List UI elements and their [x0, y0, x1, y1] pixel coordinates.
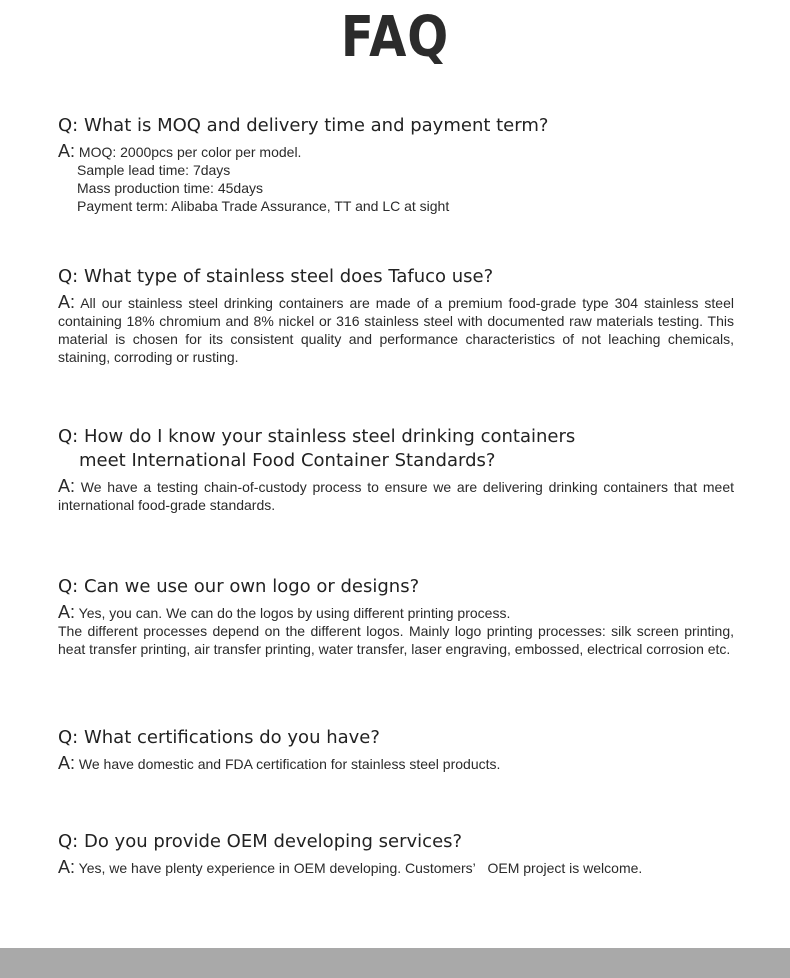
answer-line: All our stainless steel drinking containers are made of a premium food-grade type 304 stainless steel containing 18% chromium and 8% nickel or 316 stainless steel with documented raw materials testing. This material is chosen for its consistent quality and performance characteristics of not leaching chemicals, staining, corroding or rusting.: [58, 295, 734, 365]
answer-line: Payment term: Alibaba Trade Assurance, TT and LC at sight: [77, 198, 450, 214]
answer-line: Yes, we have plenty experience in OEM developing. Customers’ OEM project is welcome.: [78, 860, 643, 876]
answer-line: Mass production time: 45days: [77, 180, 263, 196]
faq-question: [58, 830, 734, 854]
faq-item-stainless-steel-type: [58, 265, 734, 366]
faq-question: [58, 265, 734, 289]
question-line: Q: What type of stainless steel does Tafuco use?: [58, 266, 494, 287]
question-line: Q: Can we use our own logo or designs?: [58, 576, 420, 597]
answer-line: We have domestic and FDA certification for stainless steel products.: [78, 756, 501, 772]
faq-answer: [58, 754, 734, 773]
answer-prefix: A:: [58, 476, 76, 496]
faq-item-certifications: [58, 726, 734, 773]
answer-line: MOQ: 2000pcs per color per model.: [78, 144, 302, 160]
footer-bar: [0, 948, 790, 978]
answer-line: We have a testing chain-of-custody process to ensure we are delivering drinking containers that meet international food-grade standards.: [58, 479, 734, 513]
question-line: Q: How do I know your stainless steel drinking containers: [58, 426, 576, 447]
answer-line: Sample lead time: 7days: [77, 162, 231, 178]
question-line: Q: What is MOQ and delivery time and payment term?: [58, 115, 549, 136]
answer-prefix: A:: [58, 857, 76, 877]
faq-answer: [58, 603, 734, 658]
question-line: meet International Food Container Standards?: [79, 450, 496, 471]
faq-item-standards: [58, 425, 734, 514]
question-line: Q: What certifications do you have?: [58, 727, 380, 748]
faq-question: [58, 726, 734, 750]
faq-item-oem-services: [58, 830, 734, 877]
faq-item-moq: [58, 114, 734, 215]
faq-answer: [58, 142, 734, 215]
faq-question: [58, 425, 734, 473]
answer-prefix: A:: [58, 602, 76, 622]
faq-item-logo-designs: [58, 575, 734, 658]
answer-prefix: A:: [58, 753, 76, 773]
question-line: Q: Do you provide OEM developing services?: [58, 831, 463, 852]
answer-line: The different processes depend on the different logos. Mainly logo printing processes: silk screen printing, heat transfer printing, air transfer printing, water transfer, laser engraving, embossed, electrical corrosion etc.: [58, 623, 734, 657]
answer-prefix: A:: [58, 141, 76, 161]
faq-question: [58, 114, 734, 138]
faq-answer: [58, 477, 734, 514]
answer-line: Yes, you can. We can do the logos by using different printing process.: [78, 605, 511, 621]
faq-answer: [58, 293, 734, 366]
answer-prefix: A:: [58, 292, 76, 312]
page-title: FAQ: [340, 5, 450, 70]
faq-question: [58, 575, 734, 599]
faq-answer: [58, 858, 734, 877]
